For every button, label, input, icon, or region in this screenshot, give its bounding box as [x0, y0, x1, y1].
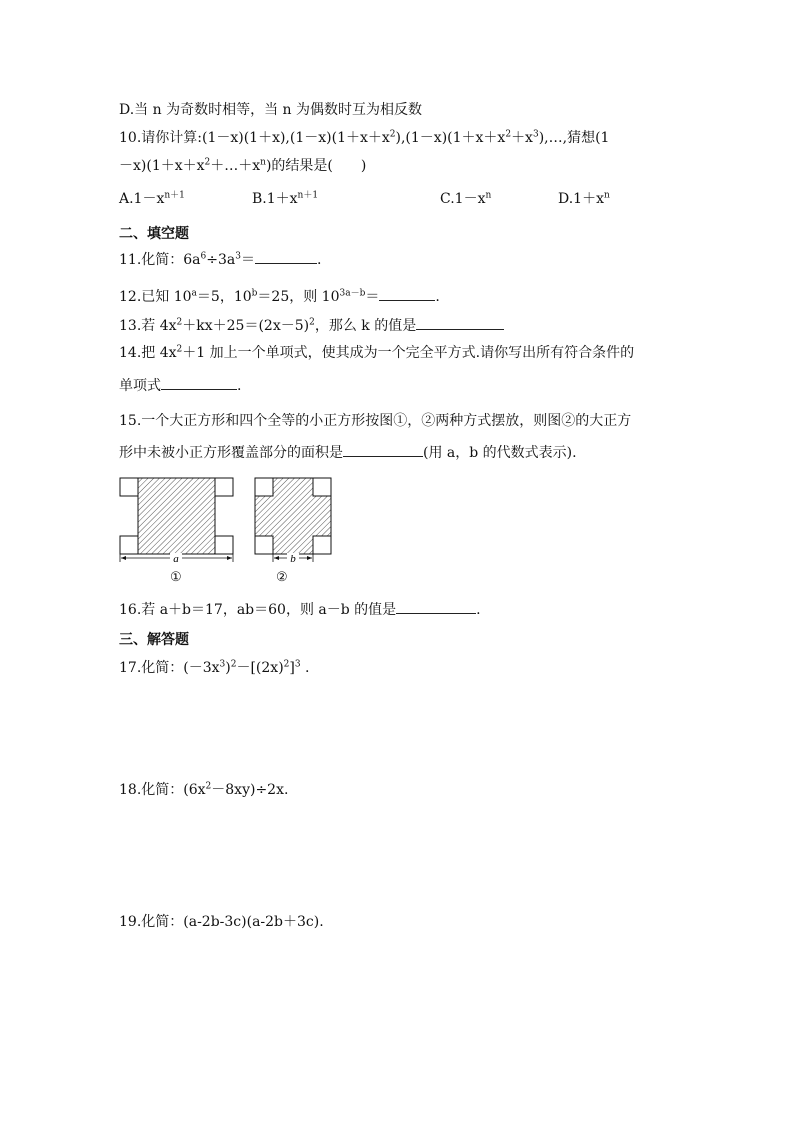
q10-line1: 10.请你计算$:(1-x)(1+x),(1-x)(1+x+x^2),(1-x)(1+x+x^2+x^3),\dots$,猜想(1 [119, 129, 610, 146]
q18: 18.化简：$(6x^2-8xy)\div 2x$. [119, 781, 289, 798]
section-fill-in-blanks: 二、填空题 [119, 226, 189, 242]
large-square [138, 478, 215, 554]
q10-option-d: $D.1+x^n$ [558, 190, 610, 207]
q14-line1: 14.把 $4x^2+1$ 加上一个单项式，使其成为一个完全平方式.请你写出所有符合条件的 [119, 344, 635, 361]
q10-option-b: $B.1+x^{n+1}$ [252, 190, 319, 207]
q15-line1: 15.一个大正方形和四个全等的小正方形按图①，②两种方式摆放，则图②的大正方 [119, 413, 632, 429]
q14-line2: 单项式 . [119, 378, 242, 394]
q9-option-d [119, 100, 422, 120]
q10-line2: $-x)(1+x+x^2+\dots+x^n)$的结果是( ) [119, 157, 367, 174]
q9-option-d-text: D.当 n 为奇数时相等，当 n 为偶数时互为相反数 [119, 102, 423, 118]
small-square-top-right [313, 478, 331, 496]
q11-answer-blank[interactable] [255, 251, 317, 264]
q17: 17.化简：$(-3x^3)^2-[(2x)^2]^3$ . [119, 659, 310, 676]
small-square-bottom-right [215, 536, 233, 554]
small-square-bottom-right [313, 536, 331, 554]
small-square-bottom-left [120, 536, 138, 554]
q10-option-a: $A.1-x^{n+1}$ [119, 190, 185, 207]
section-solve: 三、解答题 [119, 632, 189, 648]
q16: 16.若 a＋b＝17，ab＝60，则 a－b 的值是 . [119, 602, 481, 618]
q16-answer-blank[interactable] [396, 601, 476, 614]
q13: 13.若 $4x^2+kx+25=(2x-5)^2$，那么 k 的值是 [119, 316, 504, 336]
figure-2-label: ② [276, 570, 288, 585]
figure-2-diagram [253, 474, 335, 564]
small-square-bottom-left [255, 536, 273, 554]
q12-answer-blank[interactable] [379, 288, 435, 301]
figure-1-label: ① [170, 570, 182, 585]
q19: 19.化简：(a-2b-3c)(a-2b＋3c). [119, 914, 324, 930]
small-square-top-right [215, 478, 233, 496]
q15-line2: 形中未被小正方形覆盖部分的面积是 (用 a，b 的代数式表示). [119, 445, 577, 461]
q14-answer-blank[interactable] [161, 377, 237, 390]
figure-1-diagram [118, 474, 238, 564]
q10-option-c: $C.1-x^n$ [440, 190, 492, 207]
q11: 11.化简：$6a^6\div 3a^3=$ . [119, 251, 322, 268]
small-square-top-left [255, 478, 273, 496]
small-square-top-left [120, 478, 138, 496]
q13-answer-blank[interactable] [416, 317, 504, 330]
q12: 12.已知 $10^a=5$，$10^b=25$，则 $10^{3a-b}=$ . [119, 288, 440, 305]
q15-answer-blank[interactable] [343, 444, 423, 457]
dimension-label-b: b [290, 553, 296, 564]
dimension-label-a: a [173, 553, 179, 564]
